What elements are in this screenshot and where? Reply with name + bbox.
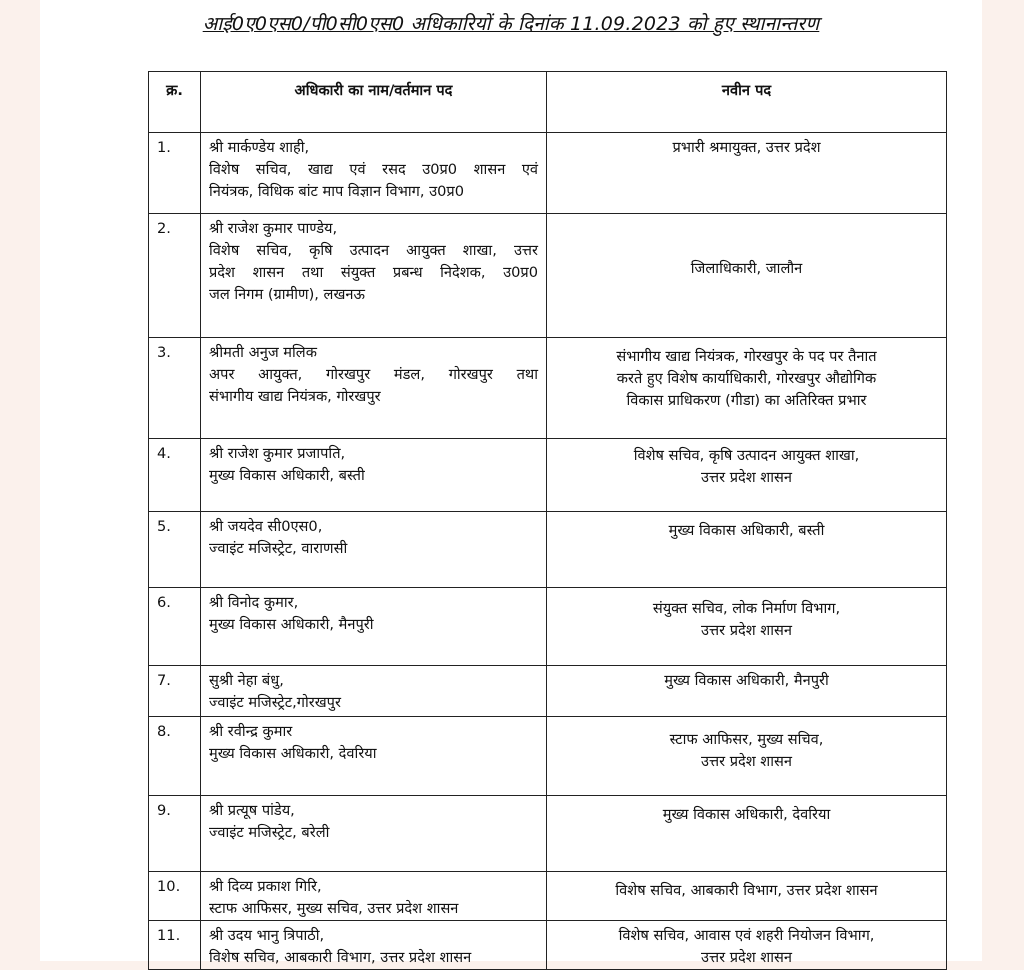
officer-name: श्री जयदेव सी0एस0, bbox=[209, 518, 323, 535]
serial-number: 5. bbox=[149, 512, 201, 588]
current-post-line: मुख्य विकास अधिकारी, बस्ती bbox=[209, 467, 365, 484]
current-post-line: जल निगम (ग्रामीण), लखनऊ bbox=[209, 286, 365, 303]
serial-number: 11. bbox=[149, 921, 201, 970]
officer-name-current-post bbox=[201, 439, 547, 512]
new-post-line: मुख्य विकास अधिकारी, देवरिया bbox=[662, 806, 831, 823]
officer-name-current-post bbox=[201, 717, 547, 796]
officer-name: श्री प्रत्यूष पांडेय, bbox=[209, 802, 295, 819]
serial-number: 3. bbox=[149, 338, 201, 439]
current-post-line: ज्वाइंट मजिस्ट्रेट, बरेली bbox=[209, 824, 330, 841]
table-row bbox=[149, 133, 947, 214]
new-post-line: करते हुए विशेष कार्याधिकारी, गोरखपुर औद्योगिक bbox=[616, 370, 877, 387]
officer-name-current-post bbox=[201, 588, 547, 666]
officer-name-current-post bbox=[201, 796, 547, 872]
new-post bbox=[547, 921, 947, 970]
current-post-line: विशेष सचिव, खाद्य एवं रसद उ0प्र0 शासन एवं bbox=[209, 161, 538, 178]
serial-number: 2. bbox=[149, 214, 201, 338]
new-post bbox=[547, 512, 947, 588]
officer-name: श्री उदय भानु त्रिपाठी, bbox=[209, 927, 325, 944]
new-post-line: विशेष सचिव, आबकारी विभाग, उत्तर प्रदेश शासन bbox=[615, 882, 878, 899]
officer-name: श्रीमती अनुज मलिक bbox=[209, 344, 317, 361]
current-post-line: संभागीय खाद्य नियंत्रक, गोरखपुर bbox=[209, 388, 381, 405]
new-post-line: संभागीय खाद्य नियंत्रक, गोरखपुर के पद पर तैनात bbox=[616, 348, 877, 365]
new-post bbox=[547, 666, 947, 717]
table-row bbox=[149, 872, 947, 921]
officer-name-current-post bbox=[201, 921, 547, 970]
header-serial: क्र. bbox=[149, 72, 201, 133]
current-post-line: विशेष सचिव, कृषि उत्पादन आयुक्त शाखा, उत्तर bbox=[209, 242, 538, 259]
officer-name: श्री दिव्य प्रकाश गिरि, bbox=[209, 878, 322, 895]
new-post-line: उत्तर प्रदेश शासन bbox=[701, 949, 792, 966]
officer-name-current-post bbox=[201, 133, 547, 214]
current-post-line: नियंत्रक, विधिक बांट माप विज्ञान विभाग, उ0प्र0 bbox=[209, 183, 464, 200]
table-row bbox=[149, 796, 947, 872]
current-post-line: अपर आयुक्त, गोरखपुर मंडल, गोरखपुर तथा bbox=[209, 366, 538, 383]
header-new-post: नवीन पद bbox=[547, 72, 947, 133]
new-post bbox=[547, 338, 947, 439]
serial-number: 9. bbox=[149, 796, 201, 872]
new-post bbox=[547, 214, 947, 338]
new-post-line: मुख्य विकास अधिकारी, बस्ती bbox=[668, 522, 825, 539]
serial-number: 8. bbox=[149, 717, 201, 796]
document-page bbox=[40, 0, 982, 966]
officer-name: श्री विनोद कुमार, bbox=[209, 594, 299, 611]
officer-name: श्री राजेश कुमार प्रजापति, bbox=[209, 445, 346, 462]
officer-name-current-post bbox=[201, 338, 547, 439]
new-post-line: विकास प्राधिकरण (गीडा) का अतिरिक्त प्रभार bbox=[626, 392, 867, 409]
new-post bbox=[547, 796, 947, 872]
serial-number: 6. bbox=[149, 588, 201, 666]
table-row bbox=[149, 666, 947, 717]
current-post-line: मुख्य विकास अधिकारी, देवरिया bbox=[209, 745, 377, 762]
serial-number: 4. bbox=[149, 439, 201, 512]
serial-number: 1. bbox=[149, 133, 201, 214]
new-post-line: उत्तर प्रदेश शासन bbox=[701, 753, 792, 770]
new-post-line: उत्तर प्रदेश शासन bbox=[701, 469, 792, 486]
serial-number: 10. bbox=[149, 872, 201, 921]
new-post-line: जिलाधिकारी, जालौन bbox=[690, 260, 803, 277]
new-post-line: मुख्य विकास अधिकारी, मैनपुरी bbox=[664, 672, 829, 689]
current-post-line: प्रदेश शासन तथा संयुक्त प्रबन्ध निदेशक, उ0प्र0 bbox=[209, 264, 538, 281]
officer-name: श्री मार्कण्डेय शाही, bbox=[209, 139, 310, 156]
table-row bbox=[149, 512, 947, 588]
new-post bbox=[547, 717, 947, 796]
new-post-line: प्रभारी श्रमायुक्त, उत्तर प्रदेश bbox=[672, 139, 821, 156]
transfer-table bbox=[148, 71, 947, 970]
table-header-row bbox=[149, 72, 947, 133]
officer-name-current-post bbox=[201, 872, 547, 921]
new-post bbox=[547, 872, 947, 921]
current-post-line: ज्वाइंट मजिस्ट्रेट, वाराणसी bbox=[209, 540, 348, 557]
new-post-line: विशेष सचिव, कृषि उत्पादन आयुक्त शाखा, bbox=[633, 447, 860, 464]
officer-name-current-post bbox=[201, 666, 547, 717]
new-post bbox=[547, 588, 947, 666]
table-row bbox=[149, 338, 947, 439]
table-row bbox=[149, 921, 947, 970]
new-post bbox=[547, 439, 947, 512]
new-post-line: संयुक्त सचिव, लोक निर्माण विभाग, bbox=[652, 600, 841, 617]
table-row bbox=[149, 588, 947, 666]
table-row bbox=[149, 439, 947, 512]
officer-name-current-post bbox=[201, 214, 547, 338]
officer-name: सुश्री नेहा बंधु, bbox=[209, 672, 284, 689]
officer-name: श्री रवीन्द्र कुमार bbox=[209, 723, 293, 740]
new-post-line: स्टाफ आफिसर, मुख्य सचिव, bbox=[669, 731, 824, 748]
new-post-line: विशेष सचिव, आवास एवं शहरी नियोजन विभाग, bbox=[618, 927, 875, 944]
table-row bbox=[149, 717, 947, 796]
new-post-line: उत्तर प्रदेश शासन bbox=[701, 622, 792, 639]
table-row bbox=[149, 214, 947, 338]
officer-name-current-post bbox=[201, 512, 547, 588]
current-post-line: विशेष सचिव, आबकारी विभाग, उत्तर प्रदेश शासन bbox=[209, 949, 472, 966]
officer-name: श्री राजेश कुमार पाण्डेय, bbox=[209, 220, 338, 237]
page-title: आई0ए0एस0/पी0सी0एस0 अधिकारियों के दिनांक 11.09.2023 को हुए स्थानान्तरण bbox=[202, 13, 820, 35]
current-post-line: ज्वाइंट मजिस्ट्रेट,गोरखपुर bbox=[209, 694, 341, 711]
header-officer-name: अधिकारी का नाम/वर्तमान पद bbox=[201, 72, 547, 133]
current-post-line: स्टाफ आफिसर, मुख्य सचिव, उत्तर प्रदेश शासन bbox=[209, 900, 459, 917]
current-post-line: मुख्य विकास अधिकारी, मैनपुरी bbox=[209, 616, 374, 633]
serial-number: 7. bbox=[149, 666, 201, 717]
new-post bbox=[547, 133, 947, 214]
